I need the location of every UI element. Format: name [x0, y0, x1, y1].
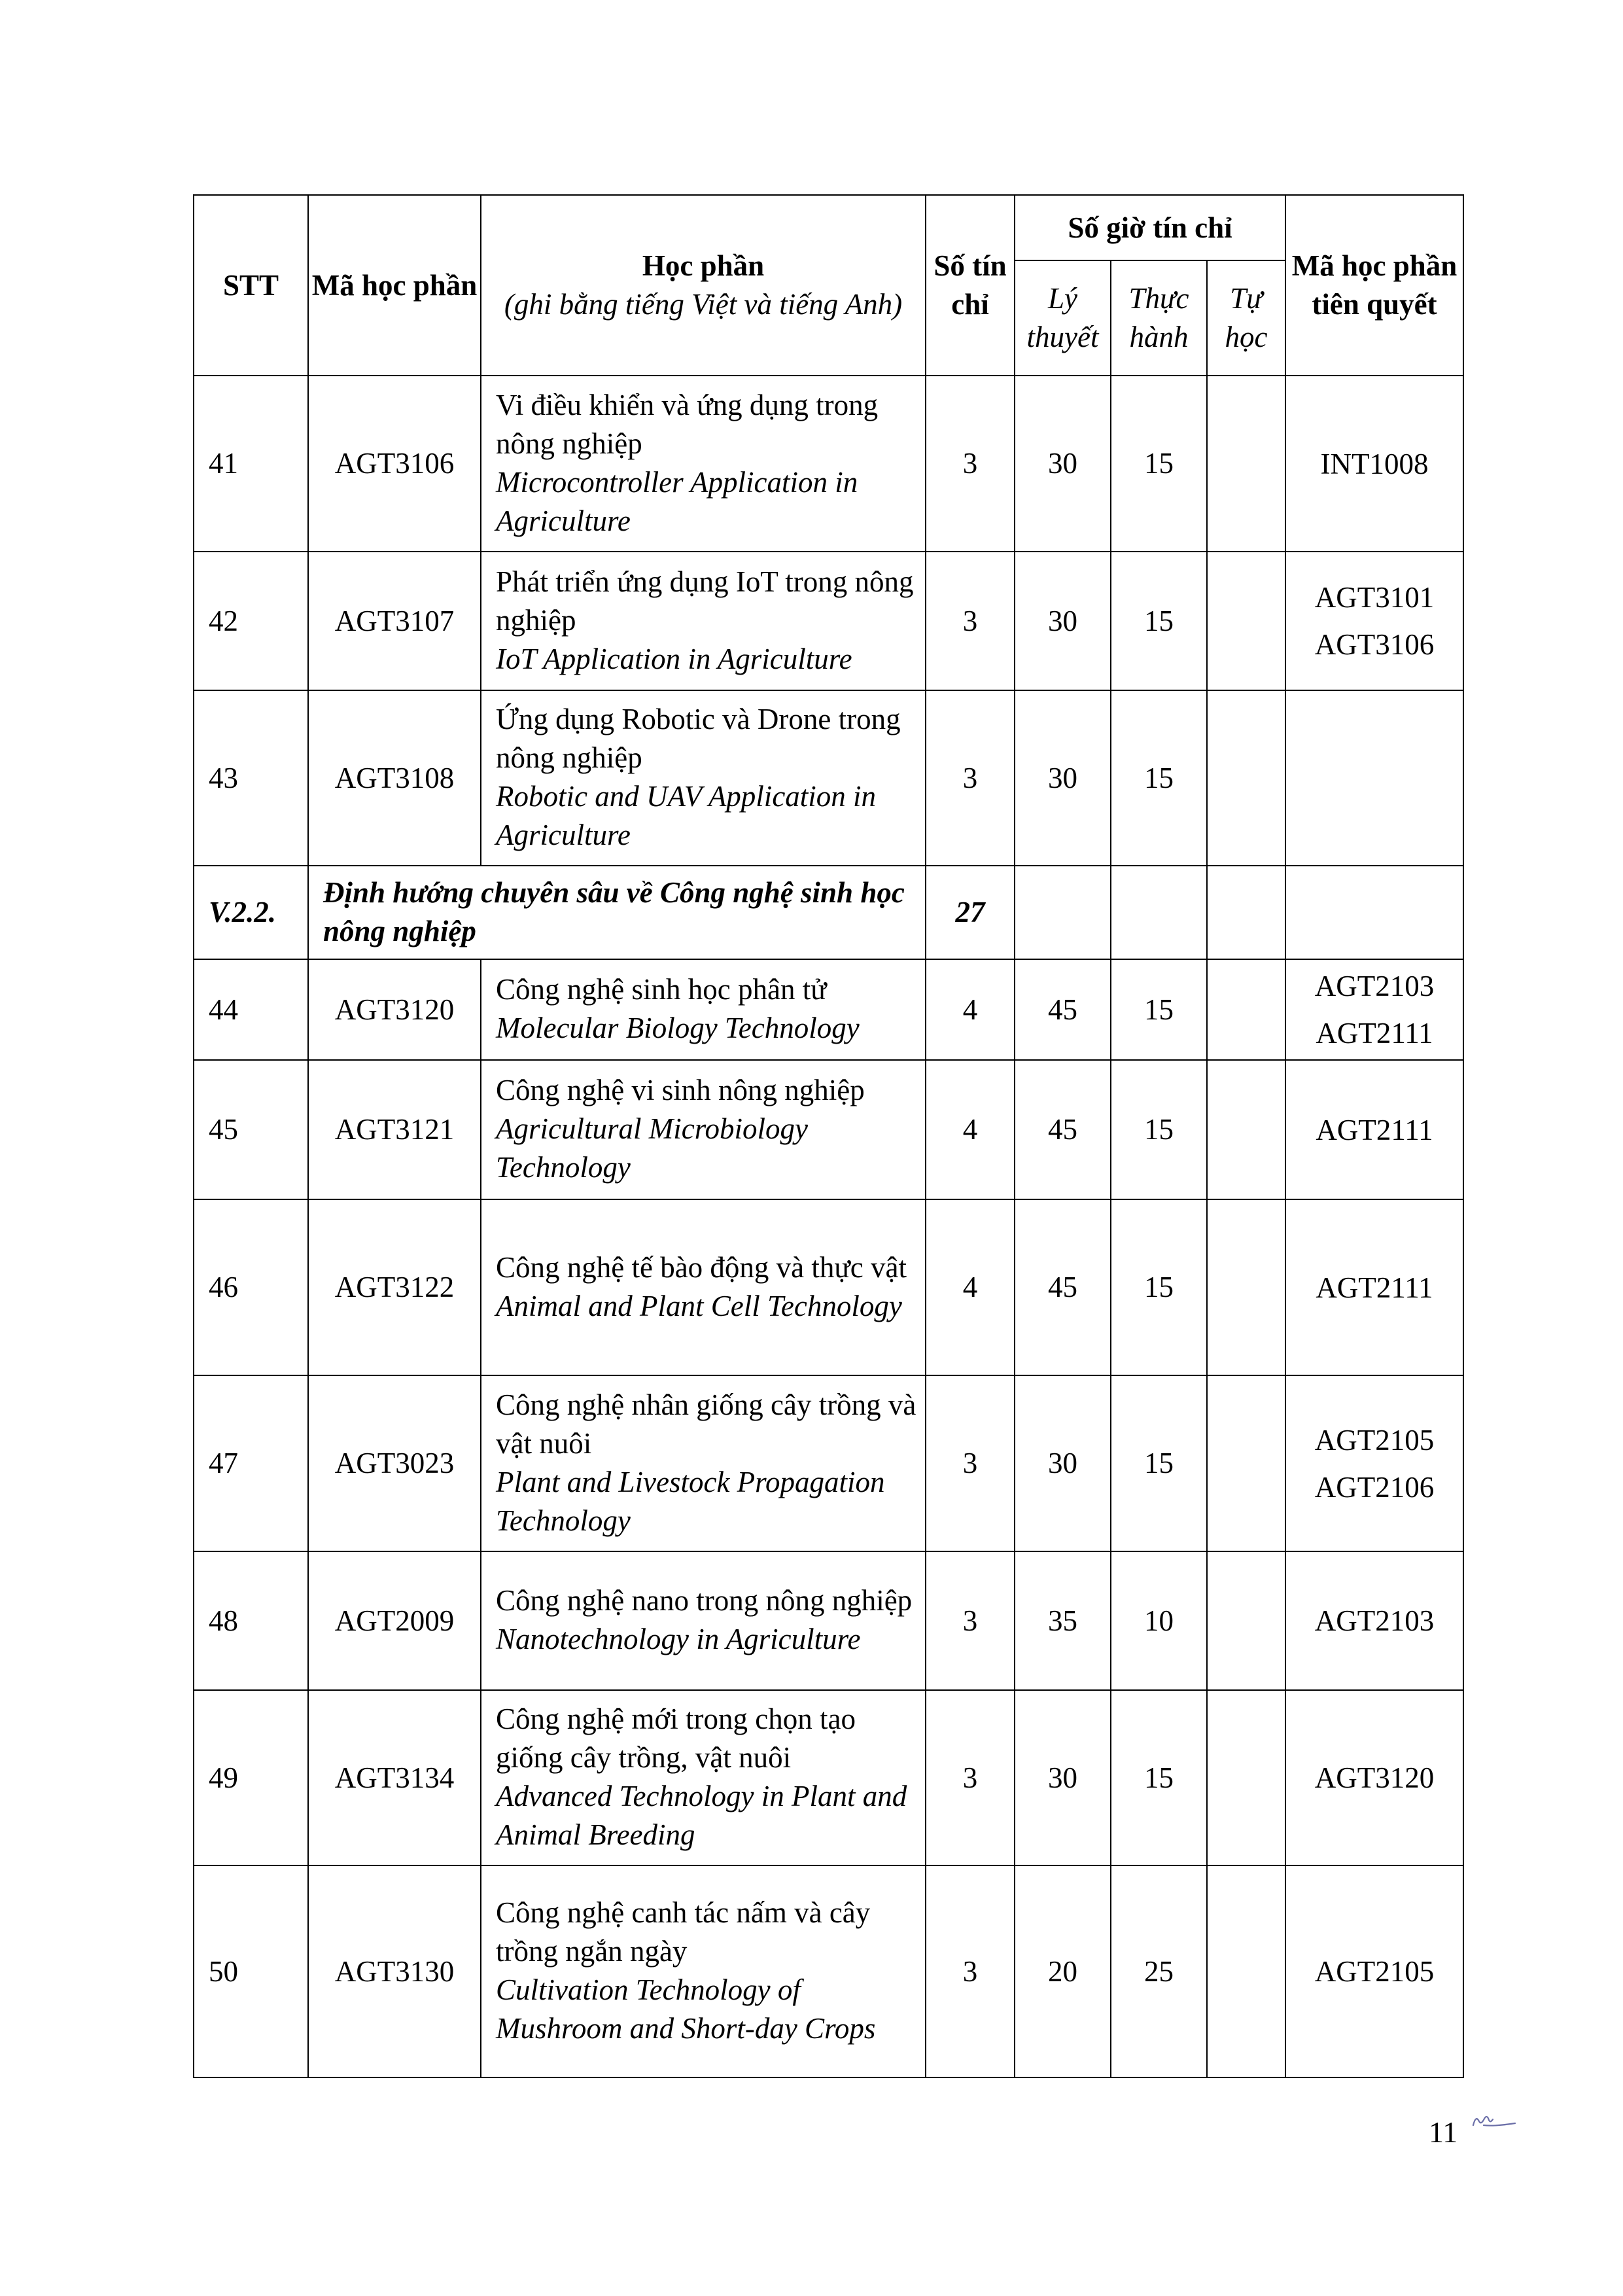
row-stt: 47	[194, 1375, 308, 1551]
row-course	[481, 1060, 926, 1199]
row-theory: 30	[1015, 690, 1111, 866]
course-name-vn: Công nghệ tế bào động và thực vật	[496, 1250, 907, 1284]
row-practice: 15	[1111, 1690, 1207, 1865]
row-practice: 25	[1111, 1865, 1207, 2077]
row-self-study	[1207, 1690, 1285, 1865]
row-theory: 30	[1015, 552, 1111, 690]
row-course	[481, 1551, 926, 1690]
course-name-vn: Công nghệ canh tác nấm và cây trồng ngắn ngày	[496, 1896, 871, 1968]
table-row	[194, 1060, 1463, 1199]
prerequisite-code: AGT2103	[1314, 1604, 1435, 1637]
prerequisite-code: AGT3106	[1314, 628, 1435, 661]
row-prerequisite	[1285, 376, 1463, 552]
row-prerequisite	[1285, 690, 1463, 866]
row-code: AGT3106	[308, 376, 481, 552]
header-prerequisite: Mã học phần tiên quyết	[1285, 195, 1463, 376]
row-stt: 41	[194, 376, 308, 552]
course-name-vn: Công nghệ sinh học phân tử	[496, 973, 827, 1006]
row-stt: 48	[194, 1551, 308, 1690]
course-name-en: Animal and Plant Cell Technology	[496, 1289, 902, 1322]
row-stt: 49	[194, 1690, 308, 1865]
table-row	[194, 552, 1463, 690]
row-credits: 3	[926, 1375, 1015, 1551]
course-name-en: Advanced Technology in Plant and Animal Breeding	[496, 1780, 907, 1851]
row-theory: 45	[1015, 1060, 1111, 1199]
row-prerequisite	[1285, 959, 1463, 1060]
row-practice: 15	[1111, 1199, 1207, 1375]
curriculum-table	[193, 194, 1464, 2078]
row-code: AGT3121	[308, 1060, 481, 1199]
header-self-study: Tự học	[1207, 260, 1285, 376]
empty-cell	[1285, 866, 1463, 959]
row-self-study	[1207, 1551, 1285, 1690]
header-course	[481, 195, 926, 376]
row-practice: 15	[1111, 552, 1207, 690]
row-theory: 30	[1015, 1375, 1111, 1551]
row-code: AGT3120	[308, 959, 481, 1060]
row-theory: 35	[1015, 1551, 1111, 1690]
course-name-en: Robotic and UAV Application in Agriculture	[496, 780, 877, 851]
empty-cell	[1111, 866, 1207, 959]
row-code: AGT3130	[308, 1865, 481, 2077]
course-name-vn: Công nghệ nano trong nông nghiệp	[496, 1584, 913, 1617]
header-code: Mã học phần	[308, 195, 481, 376]
table-row	[194, 376, 1463, 552]
course-name-en: Plant and Livestock Propagation Technology	[496, 1465, 885, 1537]
row-course	[481, 1690, 926, 1865]
row-code: AGT3122	[308, 1199, 481, 1375]
prerequisite-code: AGT3120	[1314, 1761, 1435, 1794]
section-row	[194, 866, 1463, 959]
section-credits: 27	[926, 866, 1015, 959]
table-row	[194, 690, 1463, 866]
section-title: Định hướng chuyên sâu về Công nghệ sinh học nông nghiệp	[308, 866, 926, 959]
section-id: V.2.2.	[194, 866, 308, 959]
row-self-study	[1207, 1060, 1285, 1199]
prerequisite-code: AGT2111	[1316, 1271, 1433, 1304]
row-prerequisite	[1285, 1199, 1463, 1375]
row-credits: 3	[926, 690, 1015, 866]
row-code: AGT3134	[308, 1690, 481, 1865]
row-credits: 3	[926, 552, 1015, 690]
prerequisite-code: AGT2111	[1316, 1017, 1433, 1050]
row-course	[481, 552, 926, 690]
row-course	[481, 1375, 926, 1551]
row-self-study	[1207, 1865, 1285, 2077]
table-row	[194, 1865, 1463, 2077]
row-credits: 4	[926, 959, 1015, 1060]
row-practice: 15	[1111, 690, 1207, 866]
course-name-vn: Phát triển ứng dụng IoT trong nông nghiệp	[496, 565, 914, 637]
row-self-study	[1207, 690, 1285, 866]
row-theory: 45	[1015, 959, 1111, 1060]
row-course	[481, 690, 926, 866]
course-name-vn: Vi điều khiển và ứng dụng trong nông nghiệp	[496, 388, 879, 460]
header-theory: Lý thuyết	[1015, 260, 1111, 376]
row-prerequisite	[1285, 1865, 1463, 2077]
course-name-vn: Công nghệ mới trong chọn tạo giống cây trồng, vật nuôi	[496, 1703, 856, 1774]
row-prerequisite	[1285, 1060, 1463, 1199]
header-practice: Thực hành	[1111, 260, 1207, 376]
header-stt: STT	[194, 195, 308, 376]
row-course	[481, 376, 926, 552]
row-stt: 42	[194, 552, 308, 690]
prerequisite-code: AGT3101	[1314, 581, 1435, 614]
course-name-vn: Công nghệ nhân giống cây trồng và vật nuôi	[496, 1388, 916, 1460]
table-header	[194, 195, 1463, 376]
row-stt: 46	[194, 1199, 308, 1375]
table-row	[194, 1199, 1463, 1375]
row-stt: 50	[194, 1865, 308, 2077]
row-practice: 15	[1111, 1060, 1207, 1199]
row-code: AGT2009	[308, 1551, 481, 1690]
prerequisite-code: AGT2106	[1314, 1470, 1435, 1504]
row-practice: 10	[1111, 1551, 1207, 1690]
row-stt: 44	[194, 959, 308, 1060]
table-row	[194, 1690, 1463, 1865]
row-self-study	[1207, 552, 1285, 690]
row-course	[481, 959, 926, 1060]
row-self-study	[1207, 1199, 1285, 1375]
prerequisite-code: AGT2103	[1314, 970, 1435, 1002]
row-prerequisite	[1285, 1690, 1463, 1865]
page-number: 11	[1429, 2115, 1458, 2149]
row-self-study	[1207, 959, 1285, 1060]
header-hours: Số giờ tín chỉ	[1015, 195, 1285, 260]
header-credits: Số tín chỉ	[926, 195, 1015, 376]
course-name-en: IoT Application in Agriculture	[496, 642, 852, 675]
prerequisite-code: AGT2111	[1316, 1113, 1433, 1146]
row-theory: 30	[1015, 1690, 1111, 1865]
row-course	[481, 1865, 926, 2077]
row-stt: 45	[194, 1060, 308, 1199]
prerequisite-code: INT1008	[1320, 447, 1429, 480]
row-practice: 15	[1111, 1375, 1207, 1551]
row-theory: 20	[1015, 1865, 1111, 2077]
row-credits: 3	[926, 1690, 1015, 1865]
row-course	[481, 1199, 926, 1375]
row-practice: 15	[1111, 376, 1207, 552]
course-name-vn: Ứng dụng Robotic và Drone trong nông nghiệp	[496, 703, 901, 774]
course-name-en: Molecular Biology Technology	[496, 1012, 860, 1044]
prerequisite-code: AGT2105	[1314, 1955, 1435, 1988]
row-practice: 15	[1111, 959, 1207, 1060]
row-theory: 45	[1015, 1199, 1111, 1375]
course-name-en: Nanotechnology in Agriculture	[496, 1623, 861, 1655]
row-prerequisite	[1285, 552, 1463, 690]
row-self-study	[1207, 376, 1285, 552]
signature-mark	[1469, 2110, 1519, 2136]
row-prerequisite	[1285, 1375, 1463, 1551]
row-credits: 4	[926, 1060, 1015, 1199]
row-credits: 3	[926, 376, 1015, 552]
course-name-en: Microcontroller Application in Agriculture	[496, 465, 858, 537]
row-theory: 30	[1015, 376, 1111, 552]
row-self-study	[1207, 1375, 1285, 1551]
empty-cell	[1015, 866, 1111, 959]
row-credits: 3	[926, 1551, 1015, 1690]
prerequisite-code: AGT2105	[1314, 1423, 1435, 1457]
header-course-title: Học phần	[642, 249, 765, 282]
course-name-en: Cultivation Technology of Mushroom and Short-day Crops	[496, 1973, 876, 2045]
row-code: AGT3023	[308, 1375, 481, 1551]
row-credits: 3	[926, 1865, 1015, 2077]
header-course-note: (ghi bằng tiếng Việt và tiếng Anh)	[504, 288, 903, 321]
course-name-en: Agricultural Microbiology Technology	[496, 1112, 809, 1184]
row-stt: 43	[194, 690, 308, 866]
course-name-vn: Công nghệ vi sinh nông nghiệp	[496, 1074, 865, 1106]
row-credits: 4	[926, 1199, 1015, 1375]
row-code: AGT3108	[308, 690, 481, 866]
row-code: AGT3107	[308, 552, 481, 690]
row-prerequisite	[1285, 1551, 1463, 1690]
table-row	[194, 1551, 1463, 1690]
table-row	[194, 1375, 1463, 1551]
table-row	[194, 959, 1463, 1060]
empty-cell	[1207, 866, 1285, 959]
